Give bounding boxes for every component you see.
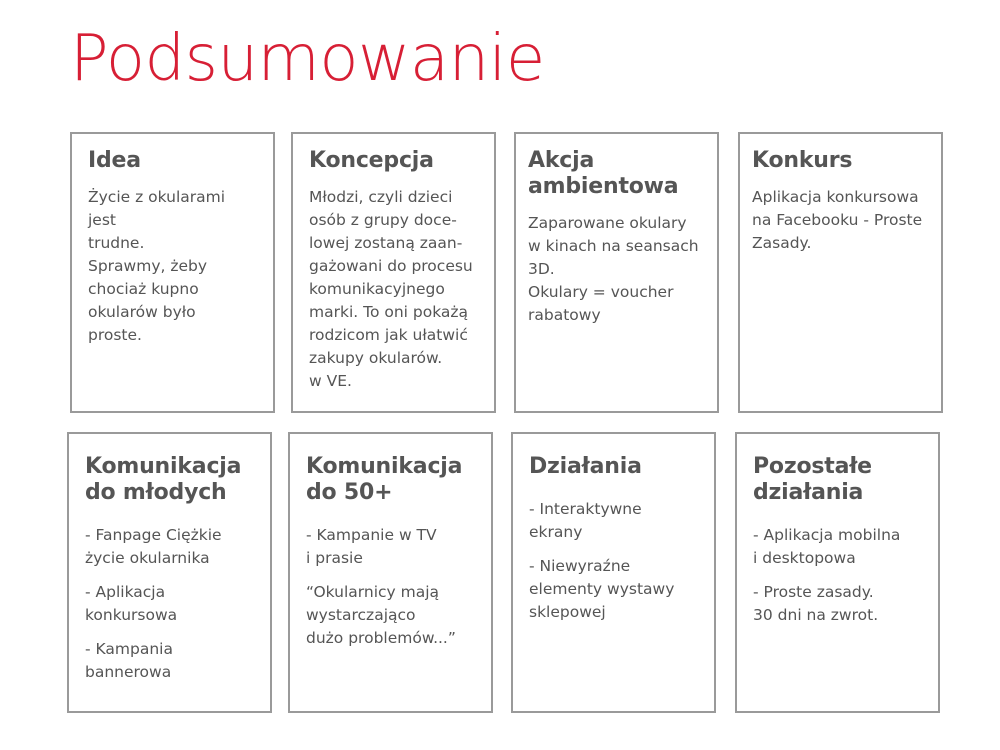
card-body	[753, 524, 922, 627]
list-item: - Niewyraźne elementy wystawy sklepowej	[529, 557, 675, 621]
quote-text: “Okularnicy mają wystarczająco dużo problemów...”	[306, 583, 456, 647]
card-koncepcja	[291, 132, 496, 413]
list-item: - Aplikacja konkursowa	[85, 583, 178, 624]
card-paragraph: Życie z okularami jest trudne. Sprawmy, żeby chociaż kupno okularów było proste.	[88, 188, 226, 344]
list-item: - Kampanie w TV i prasie	[306, 526, 437, 567]
card-akcja-ambientowa	[514, 132, 719, 413]
card-title: Działania	[529, 454, 642, 479]
list-item: - Fanpage Ciężkie życie okularnika	[85, 526, 222, 567]
card-title: Idea	[88, 148, 141, 173]
card-paragraph: Zaparowane okulary w kinach na seansach 3D. Okulary = voucher rabatowy	[528, 214, 699, 324]
list-item: - Aplikacja mobilna i desktopowa	[753, 526, 901, 567]
page-title: Podsumowanie	[70, 22, 545, 96]
card-paragraph: Aplikacja konkursowa na Facebooku - Proste Zasady.	[752, 188, 923, 252]
card-body	[529, 498, 698, 624]
card-title: Komunikacja do 50+	[306, 454, 463, 505]
card-body	[88, 186, 257, 347]
card-konkurs	[738, 132, 943, 413]
card-body	[752, 186, 929, 255]
list-item: - Proste zasady. 30 dni na zwrot.	[753, 583, 879, 624]
card-title: Pozostałe działania	[753, 454, 872, 505]
card-paragraph: Młodzi, czyli dzieci osób z grupy doce- lowej zostaną zaan- gażowani do procesu komunikacyjnego marki. To oni pokażą rodzicom jak ułatwić zakupy okularów. w VE.	[309, 188, 473, 390]
card-title: Akcja ambientowa	[528, 148, 679, 199]
card-title: Komunikacja do młodych	[85, 454, 242, 505]
list-item: - Kampania bannerowa	[85, 640, 173, 681]
card-body	[309, 186, 478, 393]
card-body	[528, 212, 705, 327]
card-komunikacja-do-50	[288, 432, 493, 713]
card-dzialania	[511, 432, 716, 713]
card-body	[85, 524, 254, 684]
card-idea	[70, 132, 275, 413]
card-pozostale-dzialania	[735, 432, 940, 713]
card-title: Konkurs	[752, 148, 853, 173]
card-komunikacja-do-mlodych	[67, 432, 272, 713]
card-title: Koncepcja	[309, 148, 434, 173]
card-body	[306, 524, 475, 650]
list-item: - Interaktywne ekrany	[529, 500, 642, 541]
